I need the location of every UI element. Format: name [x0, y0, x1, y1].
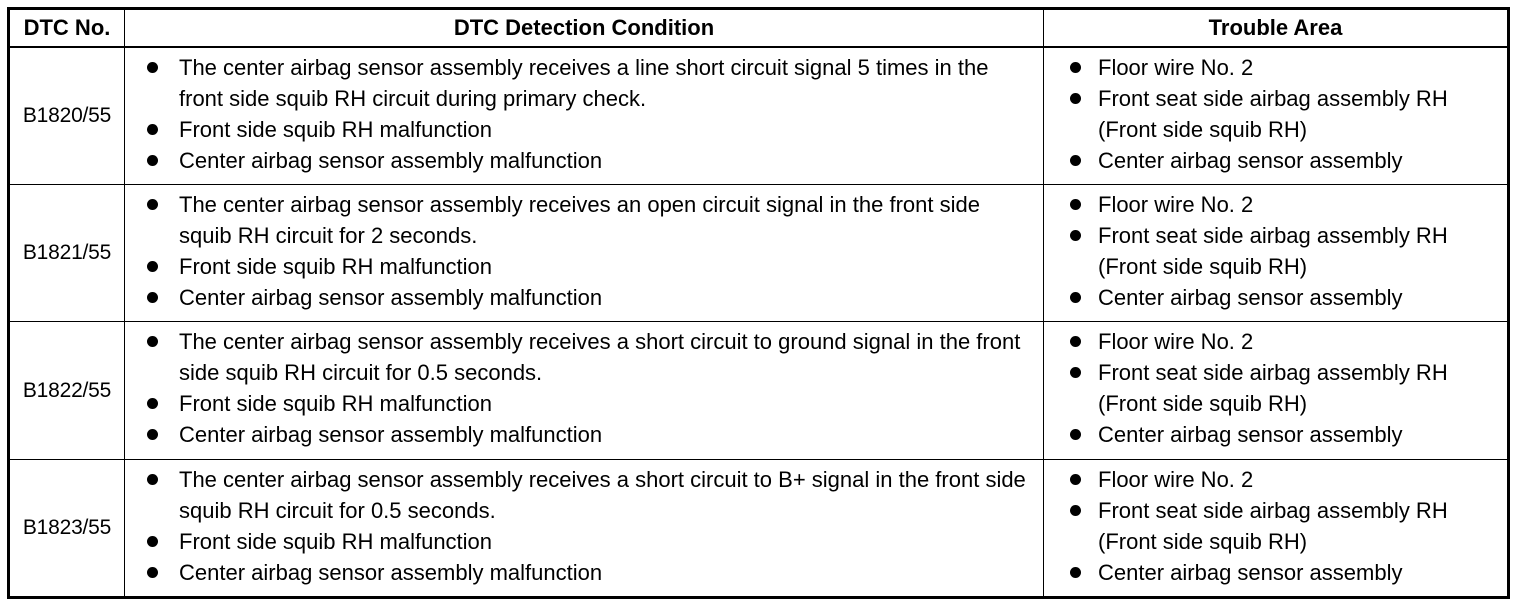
area-text: Front seat side airbag assembly RH (Front side squib RH) [1098, 86, 1448, 142]
detection-condition-list [133, 326, 1037, 450]
bullet-icon [1070, 367, 1081, 378]
list-item [133, 114, 1037, 145]
bullet-icon [1070, 199, 1081, 210]
area-text: Front seat side airbag assembly RH (Front side squib RH) [1098, 360, 1448, 417]
dtc-code: B1822/55 [9, 322, 125, 459]
condition-text: Center airbag sensor assembly malfunction [179, 559, 603, 585]
list-item [133, 251, 1037, 282]
bullet-icon [1070, 230, 1081, 241]
list-item [133, 419, 1037, 450]
condition-text: Center airbag sensor assembly malfunction [179, 422, 603, 448]
list-item [1052, 357, 1501, 419]
bullet-icon [147, 536, 158, 547]
bullet-icon [147, 155, 158, 166]
dtc-code: B1821/55 [9, 185, 125, 322]
detection-condition-list [133, 464, 1037, 588]
trouble-area-cell [1044, 459, 1509, 597]
bullet-icon [147, 292, 158, 303]
list-item [133, 326, 1037, 388]
condition-text: Front side squib RH malfunction [179, 528, 493, 554]
condition-text: Front side squib RH malfunction [179, 117, 493, 142]
table-row [9, 185, 1509, 322]
bullet-icon [147, 474, 158, 485]
bullet-icon [147, 124, 158, 135]
detection-condition-cell [125, 47, 1044, 185]
dtc-code: B1820/55 [9, 47, 125, 185]
table-header-row [9, 9, 1509, 48]
list-item [1052, 326, 1501, 357]
bullet-icon [1070, 474, 1081, 485]
list-item [1052, 83, 1501, 145]
area-text: Front seat side airbag assembly RH (Front side squib RH) [1098, 497, 1448, 554]
area-text: Floor wire No. 2 [1098, 192, 1254, 218]
bullet-icon [147, 567, 158, 578]
list-item [133, 388, 1037, 419]
list-item [1052, 557, 1501, 588]
trouble-area-list [1052, 464, 1501, 588]
list-item [1052, 464, 1501, 495]
list-item [1052, 282, 1501, 313]
detection-condition-list [133, 52, 1037, 176]
trouble-area-cell [1044, 47, 1509, 185]
condition-text: Center airbag sensor assembly malfunction [179, 285, 603, 311]
list-item [1052, 145, 1501, 176]
detection-condition-list [133, 189, 1037, 313]
list-item [133, 464, 1037, 526]
table-row [9, 459, 1509, 597]
bullet-icon [1070, 93, 1081, 104]
condition-text: Center airbag sensor assembly malfunction [179, 148, 603, 173]
area-text: Center airbag sensor assembly [1098, 559, 1403, 585]
trouble-area-list [1052, 52, 1501, 176]
bullet-icon [1070, 429, 1081, 440]
condition-text: The center airbag sensor assembly receives a short circuit to B+ signal in the front side squib RH circuit for 0.5 seconds. [179, 466, 1026, 523]
list-item [1052, 495, 1501, 557]
condition-text: The center airbag sensor assembly receives a line short circuit signal 5 times in the front side squib RH circuit during primary check. [179, 55, 989, 111]
bullet-icon [147, 398, 158, 409]
bullet-icon [1070, 155, 1081, 166]
condition-text: The center airbag sensor assembly receives an open circuit signal in the front side squib RH circuit for 2 seconds. [179, 192, 980, 249]
condition-text: Front side squib RH malfunction [179, 254, 493, 280]
list-item [133, 526, 1037, 557]
list-item [133, 189, 1037, 251]
dtc-code: B1823/55 [9, 459, 125, 597]
area-text: Center airbag sensor assembly [1098, 422, 1403, 448]
list-item [1052, 189, 1501, 220]
bullet-icon [147, 62, 158, 73]
area-text: Center airbag sensor assembly [1098, 148, 1403, 173]
bullet-icon [147, 336, 158, 347]
area-text: Floor wire No. 2 [1098, 329, 1254, 355]
header-dtc-no: DTC No. [9, 9, 125, 48]
area-text: Front seat side airbag assembly RH (Front side squib RH) [1098, 223, 1448, 280]
condition-text: Front side squib RH malfunction [179, 391, 493, 417]
trouble-area-cell [1044, 322, 1509, 459]
bullet-icon [1070, 62, 1081, 73]
table-row [9, 47, 1509, 185]
detection-condition-cell [125, 459, 1044, 597]
trouble-area-list [1052, 189, 1501, 313]
list-item [133, 282, 1037, 313]
list-item [133, 52, 1037, 114]
trouble-area-list [1052, 326, 1501, 450]
list-item [1052, 419, 1501, 450]
list-item [133, 145, 1037, 176]
header-trouble-area: Trouble Area [1044, 9, 1509, 48]
list-item [1052, 220, 1501, 282]
detection-condition-cell [125, 322, 1044, 459]
header-detection-condition: DTC Detection Condition [125, 9, 1044, 48]
area-text: Floor wire No. 2 [1098, 466, 1254, 492]
bullet-icon [1070, 505, 1081, 516]
condition-text: The center airbag sensor assembly receives a short circuit to ground signal in the front side squib RH circuit for 0.5 seconds. [179, 329, 1021, 386]
area-text: Center airbag sensor assembly [1098, 285, 1403, 311]
trouble-area-cell [1044, 185, 1509, 322]
bullet-icon [1070, 292, 1081, 303]
table-row [9, 322, 1509, 459]
bullet-icon [1070, 336, 1081, 347]
list-item [133, 557, 1037, 588]
dtc-table [7, 7, 1510, 599]
bullet-icon [147, 199, 158, 210]
bullet-icon [147, 261, 158, 272]
detection-condition-cell [125, 185, 1044, 322]
area-text: Floor wire No. 2 [1098, 55, 1254, 80]
list-item [1052, 52, 1501, 83]
bullet-icon [147, 429, 158, 440]
bullet-icon [1070, 567, 1081, 578]
